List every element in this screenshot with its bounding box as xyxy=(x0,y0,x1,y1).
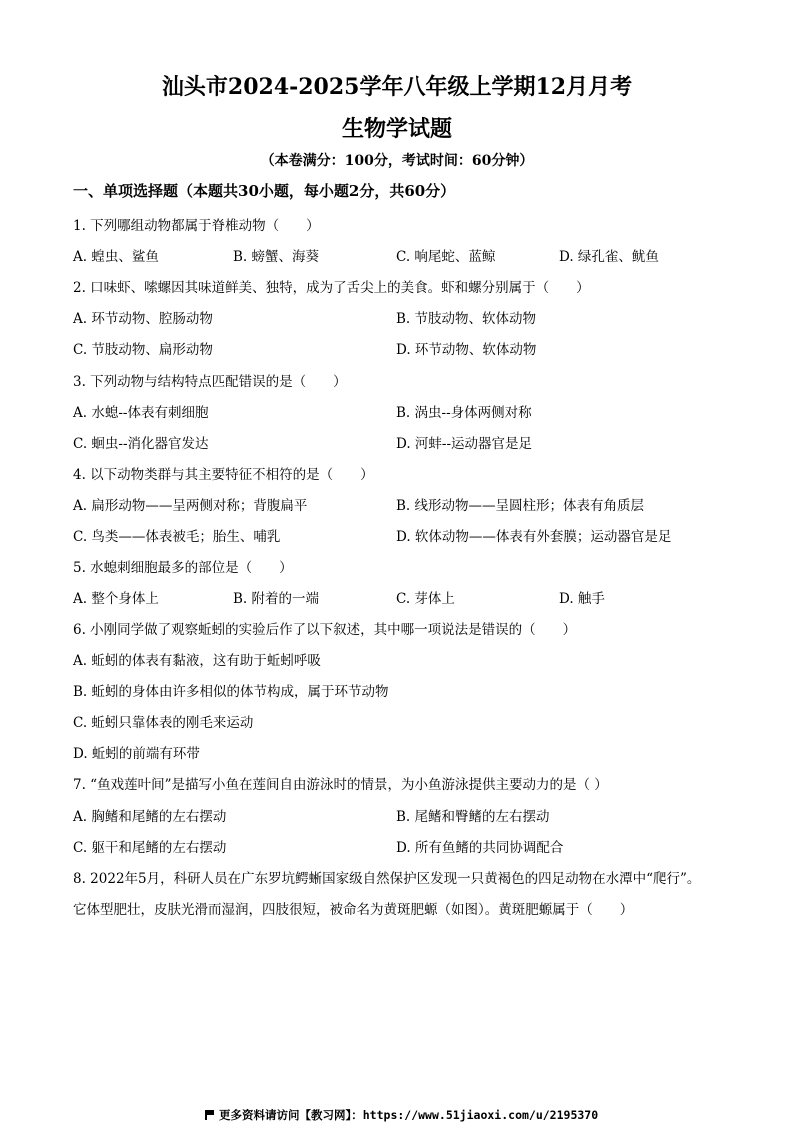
option-b: B. 附着的一端 xyxy=(233,591,320,607)
option-c: C. 蛔虫--消化器官发达 xyxy=(73,436,209,452)
option-d: D. 绿孔雀、鱿鱼 xyxy=(559,249,659,265)
exam-title: 汕头市2024-2025学年八年级上学期12月月考 xyxy=(161,74,633,100)
section-heading: 一、单项选择题（本题共30小题，每小题2分，共60分） xyxy=(73,182,456,200)
question-stem: 1. 下列哪组动物都属于脊椎动物（ ） xyxy=(73,218,320,234)
option-d: D. 软体动物——体表有外套膜；运动器官是足 xyxy=(396,529,672,545)
option-b: B. 涡虫--身体两侧对称 xyxy=(396,405,532,421)
question-stem: 4. 以下动物类群与其主要特征不相符的是（ ） xyxy=(73,467,374,483)
option-d: D. 所有鱼鳍的共同协调配合 xyxy=(396,840,564,856)
option-a: A. 扁形动物——呈两侧对称；背腹扁平 xyxy=(73,498,308,514)
footer-text: 更多资料请访问【教习网】：https://www.51jiaoxi.com/u/2195370 xyxy=(219,1108,599,1122)
exam-note: （本卷满分：100分，考试时间：60分钟） xyxy=(260,153,534,169)
option-b: B. 螃蟹、海葵 xyxy=(233,249,320,265)
option-a: A. 蝗虫、鲨鱼 xyxy=(73,249,159,265)
question-stem: 2. 口味虾、嗦螺因其味道鲜美、独特，成为了舌尖上的美食。虾和螺分别属于（ ） xyxy=(73,280,590,296)
option-d: D. 环节动物、软体动物 xyxy=(396,342,537,358)
question-stem: 5. 水螅刺细胞最多的部位是（ ） xyxy=(73,560,293,576)
option-c: C. 蚯蚓只靠体表的刚毛来运动 xyxy=(73,715,254,731)
option-a: A. 胸鳍和尾鳍的左右摆动 xyxy=(73,809,227,825)
flag-icon xyxy=(205,1110,215,1119)
option-a: A. 水螅--体表有刺细胞 xyxy=(73,405,209,421)
question-stem: 8. 2022年5月，科研人员在广东罗坑鳄蜥国家级自然保护区发现一只黄褐色的四足动物在水潭中“爬行”。 xyxy=(73,871,701,887)
option-a: A. 整个身体上 xyxy=(73,591,159,607)
question-stem: 6. 小刚同学做了观察蚯蚓的实验后作了以下叙述，其中哪一项说法是错误的（ ） xyxy=(73,622,577,638)
option-c: C. 鸟类——体表被毛；胎生、哺乳 xyxy=(73,529,281,545)
question-stem-continued: 它体型肥壮，皮肤光滑而湿润，四肢很短，被命名为黄斑肥螈（如图）。黄斑肥螈属于（ ） xyxy=(73,902,634,918)
option-b: B. 节肢动物、软体动物 xyxy=(396,311,537,327)
option-c: C. 躯干和尾鳍的左右摆动 xyxy=(73,840,227,856)
exam-subtitle: 生物学试题 xyxy=(341,116,452,142)
option-b: B. 尾鳍和臀鳍的左右摆动 xyxy=(396,809,550,825)
option-c: C. 节肢动物、扁形动物 xyxy=(73,342,213,358)
option-c: C. 响尾蛇、蓝鲸 xyxy=(396,249,496,265)
option-b: B. 线形动物——呈圆柱形；体表有角质层 xyxy=(396,498,645,514)
question-stem: 3. 下列动物与结构特点匹配错误的是（ ） xyxy=(73,374,347,390)
option-d: D. 河蚌--运动器官是足 xyxy=(396,436,533,452)
option-a: A. 蚯蚓的体表有黏液，这有助于蚯蚓呼吸 xyxy=(73,653,321,669)
option-a: A. 环节动物、腔肠动物 xyxy=(73,311,213,327)
option-c: C. 芽体上 xyxy=(396,591,455,607)
footer-link[interactable] xyxy=(205,1107,598,1123)
option-d: D. 蚯蚓的前端有环带 xyxy=(73,746,200,762)
option-b: B. 蚯蚓的身体由许多相似的体节构成，属于环节动物 xyxy=(73,684,389,700)
option-d: D. 触手 xyxy=(559,591,605,607)
question-stem: 7. “鱼戏莲叶间”是描写小鱼在莲间自由游泳时的情景，为小鱼游泳提供主要动力的是（ ） xyxy=(73,777,608,793)
